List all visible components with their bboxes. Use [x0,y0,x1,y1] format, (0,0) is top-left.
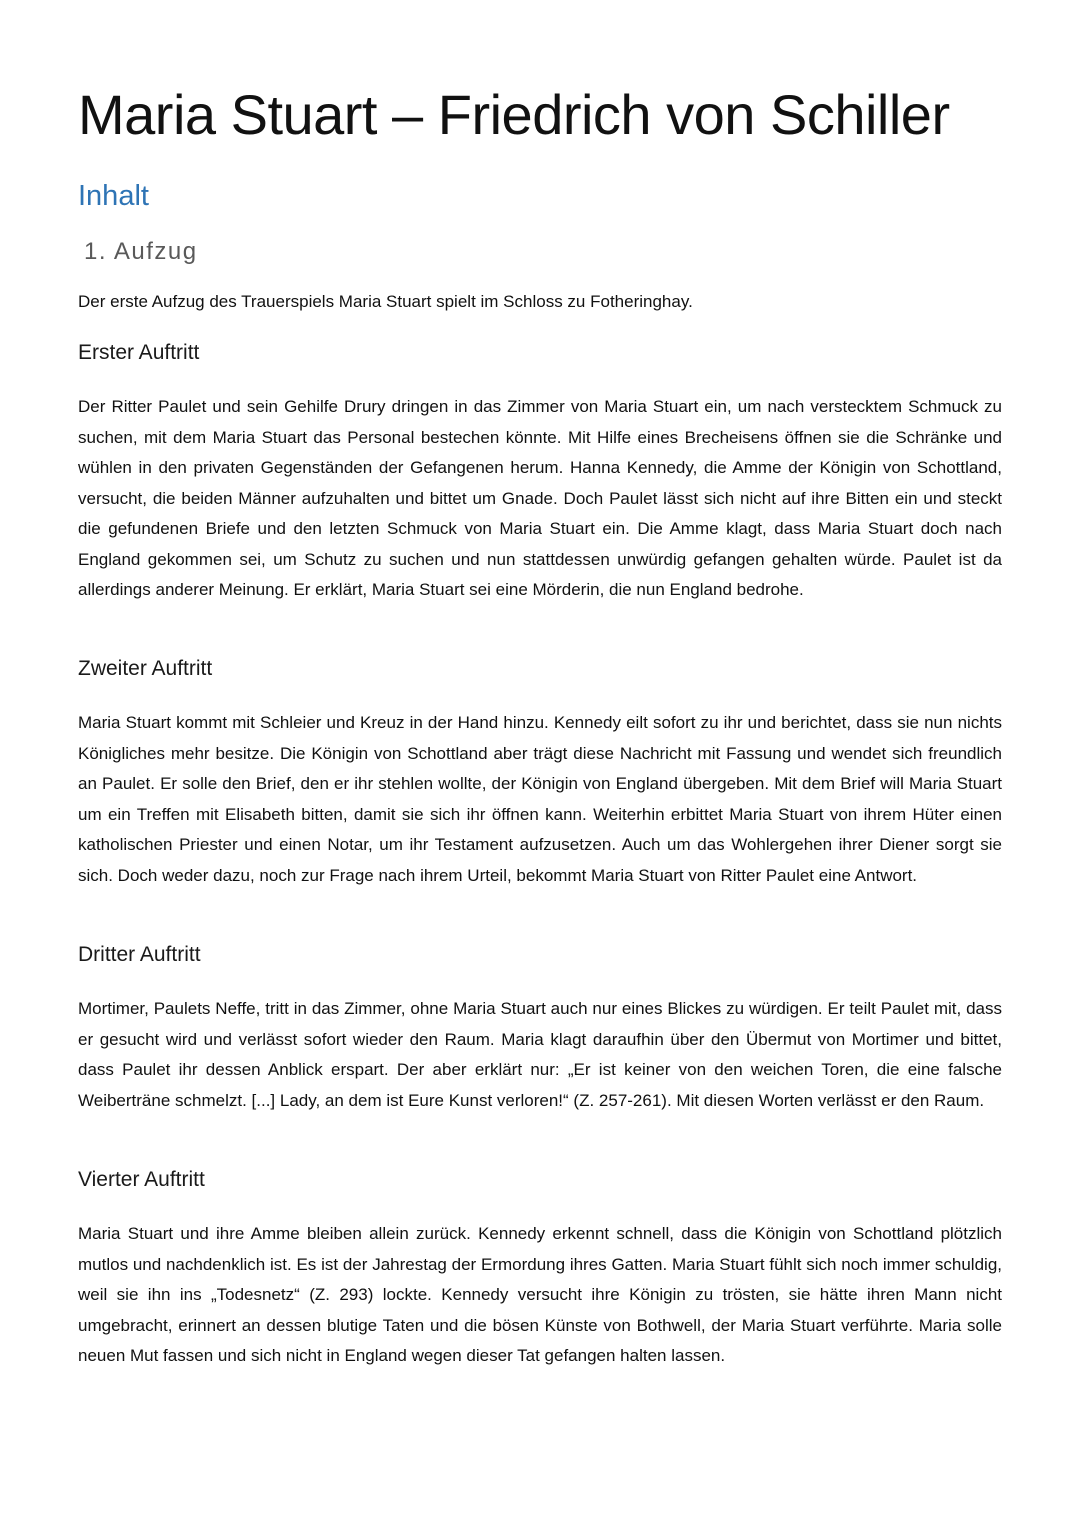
scene-paragraph: Mortimer, Paulets Neffe, tritt in das Zimmer, ohne Maria Stuart auch nur eines Blickes zu würdigen. Er teilt Paulet mit, dass er gesucht wird und verlässt sofort wieder den Raum. Maria klagt daraufhin über den Übermut von Mortimer und bittet, dass Paulet ihr dessen Anblick erspart. Der aber erklärt nur: „Er ist keiner von den weichen Toren, die eine falsche Weiberträne schmelzt. [...] Lady, an dem ist Eure Kunst verloren!“ (Z. 257-261). Mit diesen Worten verlässt er den Raum. [78,999,1002,1110]
scene-paragraph: Der Ritter Paulet und sein Gehilfe Drury dringen in das Zimmer von Maria Stuart ein, um nach verstecktem Schmuck zu suchen, mit dem Maria Stuart das Personal bestechen könnte. Mit Hilfe eines Brecheisens öffnen sie die Schränke und wühlen in den privaten Gegenständen der Gefangenen herum. Hanna Kennedy, die Amme der Königin von Schottland, versucht, die beiden Männer aufzuhalten und bittet um Gnade. Doch Paulet lässt sich nicht auf ihre Bitten ein und steckt die gefundenen Briefe und den letzten Schmuck von Maria Stuart ein. Die Amme klagt, dass Maria Stuart doch nach England gekommen sei, um Schutz zu suchen und nun stattdessen unwürdig gefangen gehalten würde. Paulet ist da allerdings anderer Meinung. Er erklärt, Maria Stuart sei eine Mörderin, die nun England bedrohe. [78,397,1002,599]
scene-paragraph: Maria Stuart kommt mit Schleier und Kreuz in der Hand hinzu. Kennedy eilt sofort zu ihr und berichtet, dass sie nun nichts Königliches mehr besitze. Die Königin von Schottland aber trägt diese Nachricht mit Fassung und wendet sich freundlich an Paulet. Er solle den Brief, den er ihr stehlen wollte, der Königin von England übergeben. Mit dem Brief will Maria Stuart um ein Treffen mit Elisabeth bitten, damit sie sich ihr öffnen kann. Weiterhin erbittet Maria Stuart von ihrem Hüter einen katholischen Priester und einen Notar, um ihr Testament aufzusetzen. Auch um das Wohlergehen ihrer Diener sorgt sie sich. Doch weder dazu, noch zur Frage nach ihrem Urteil, bekommt Maria Stuart von Ritter Paulet eine Antwort. [78,713,1002,885]
scene-paragraph: Maria Stuart und ihre Amme bleiben allein zurück. Kennedy erkennt schnell, dass die Königin von Schottland plötzlich mutlos und nachdenklich ist. Es ist der Jahrestag der Ermordung ihres Gatten. Maria Stuart fühlt sich noch immer schuldig, weil sie ihn ins „Todesnetz“ (Z. 293) lockte. Kennedy versucht ihre Königin zu trösten, sie hätte ihren Mann nicht umgebracht, erinnert an dessen blutige Taten und die bösen Künste von Bothwell, der Maria Stuart verführte. Maria solle neuen Mut fassen und sich nicht in England wegen dieser Tat gefangen halten lassen. [78,1224,1002,1365]
scene-heading: Vierter Auftritt [78,1168,205,1191]
toc-heading: Inhalt [78,180,149,212]
intro-paragraph: Der erste Aufzug des Trauerspiels Maria Stuart spielt im Schloss zu Fotheringhay. [78,292,693,311]
scene-heading: Zweiter Auftritt [78,657,213,680]
act-heading: 1. Aufzug [84,238,198,265]
document-title: Maria Stuart – Friedrich von Schiller [78,83,950,146]
scene-heading: Erster Auftritt [78,341,200,364]
scene-heading: Dritter Auftritt [78,943,201,966]
